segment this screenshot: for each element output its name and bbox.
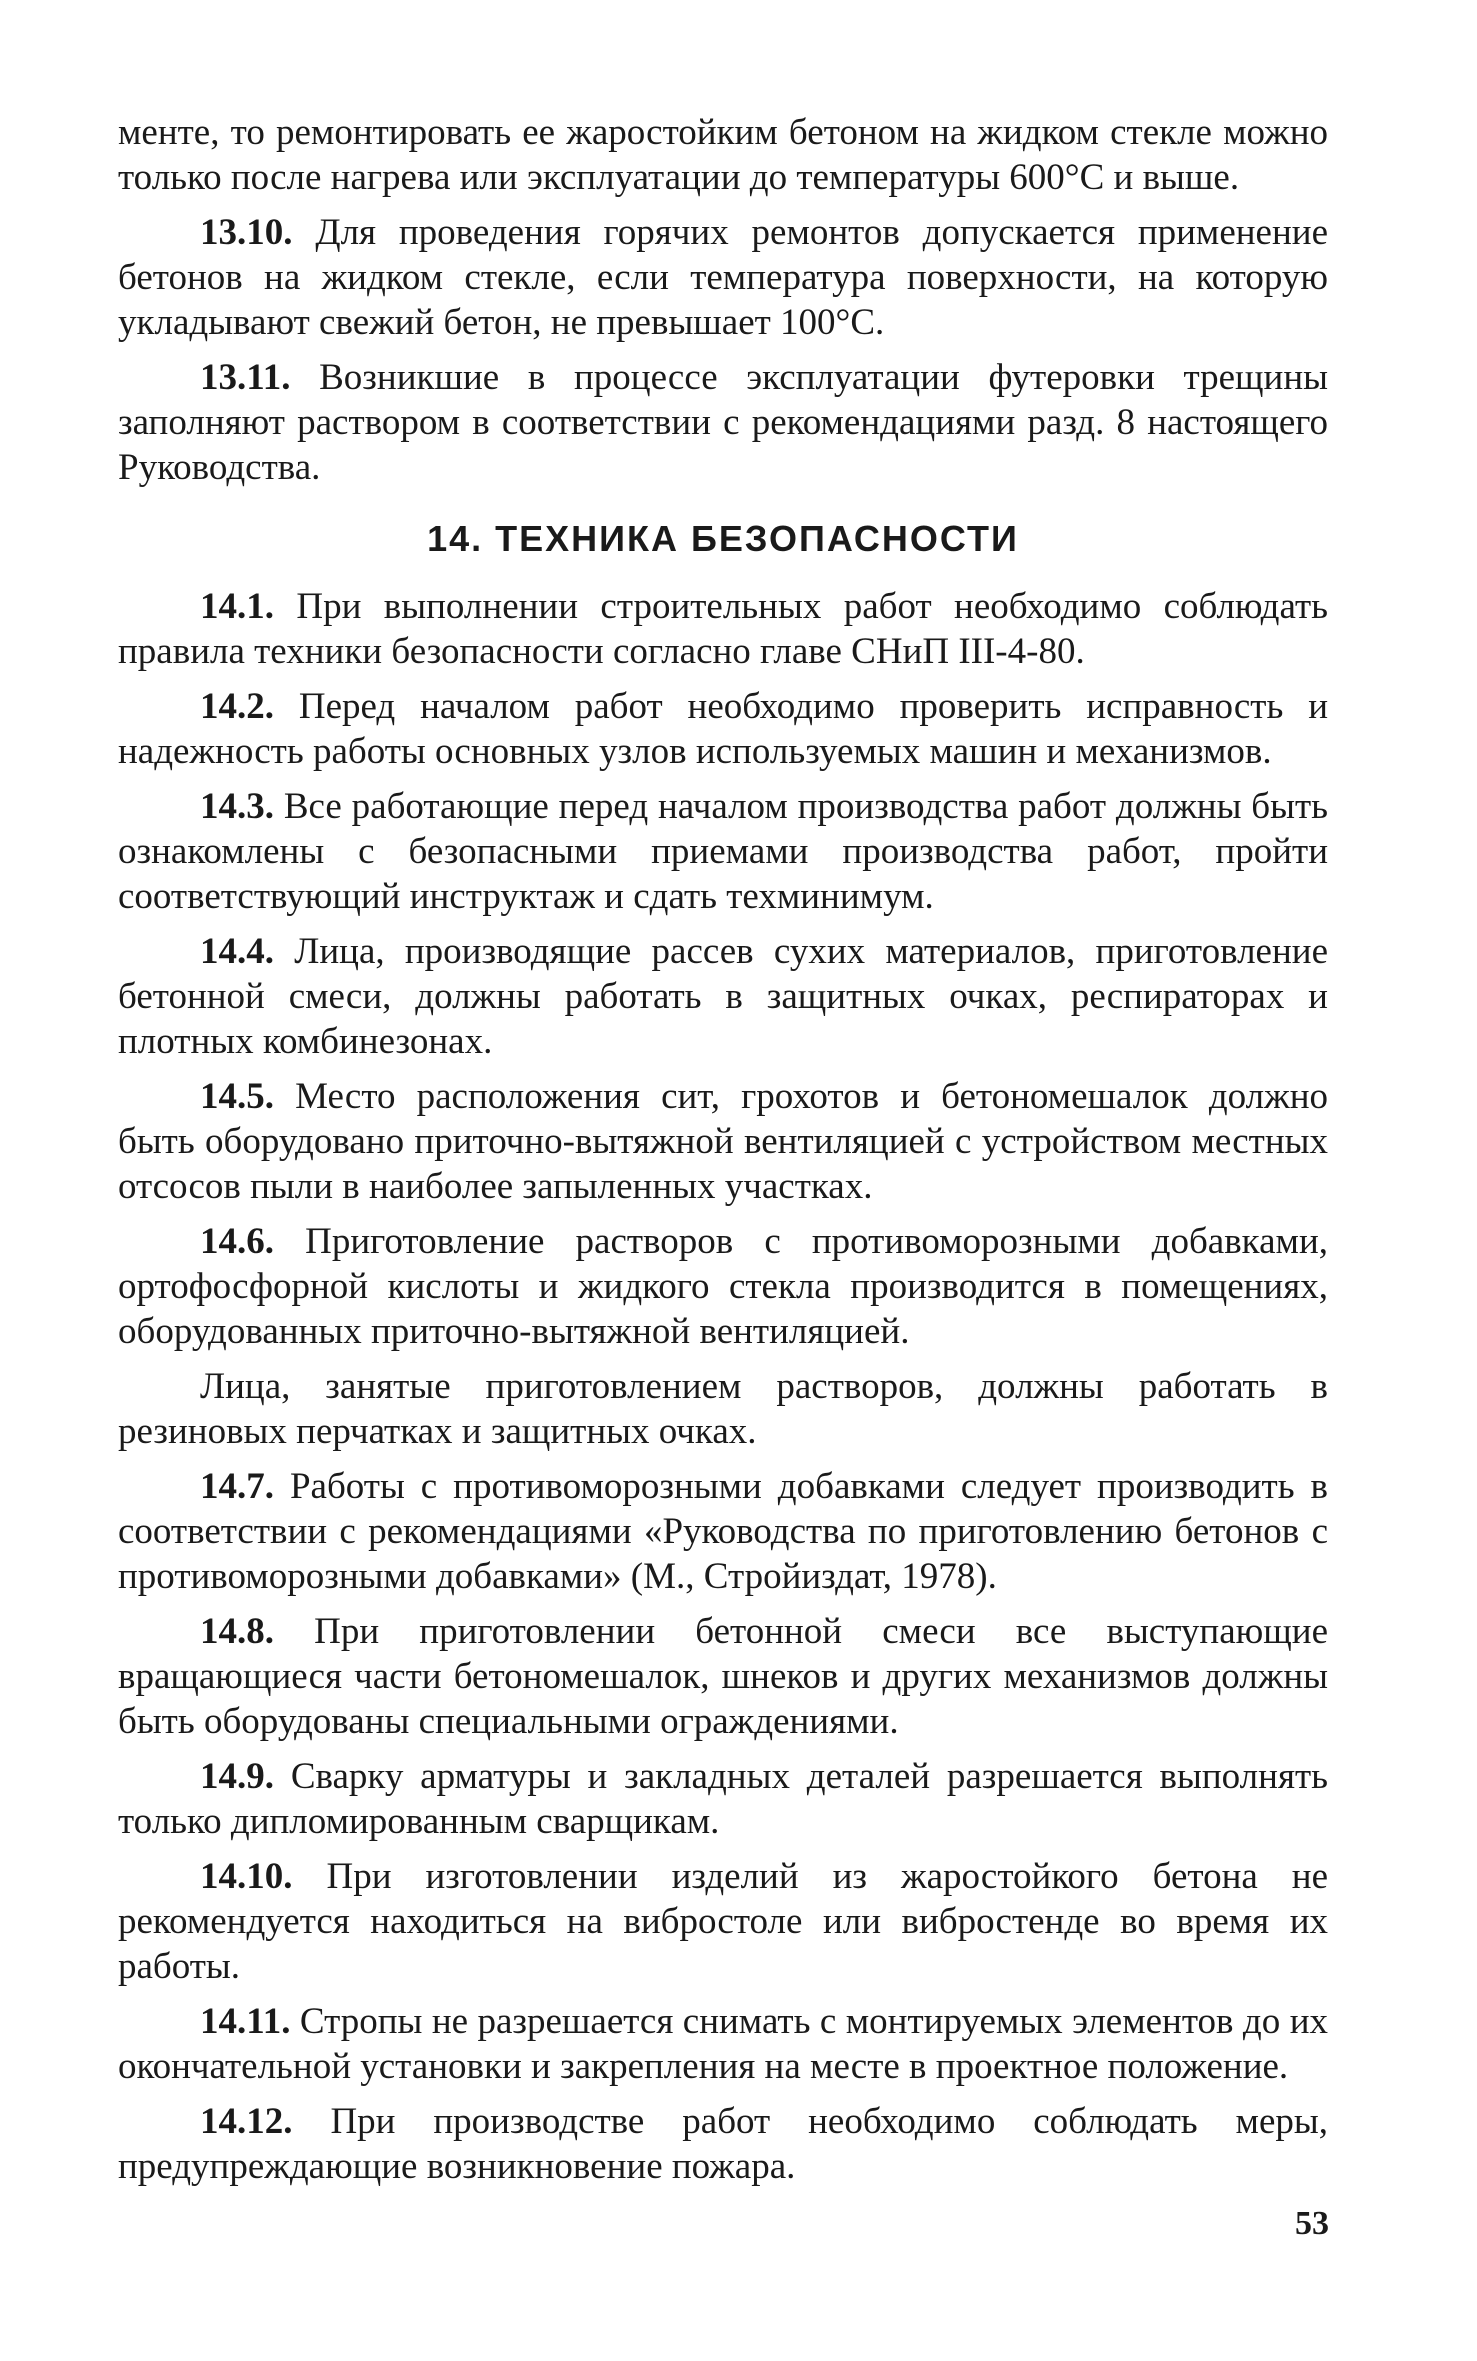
paragraph-text: Все работающие перед началом производства работ должны быть ознакомлены с безопасными приемами производства работ, пройти соответствующий инструктаж и сдать техминимум.	[118, 786, 1328, 917]
paragraph-number: 14.6.	[200, 1221, 274, 1262]
paragraph-14-7	[118, 1464, 1328, 1599]
paragraph-number: 14.11.	[200, 2001, 291, 2042]
paragraph-14-5	[118, 1074, 1328, 1209]
paragraph-14-4	[118, 929, 1328, 1064]
paragraph-number: 13.11.	[200, 357, 291, 398]
paragraph-number: 14.7.	[200, 1466, 274, 1507]
paragraph-number: 14.12.	[200, 2101, 293, 2142]
paragraph-text: Место расположения сит, грохотов и бетономешалок должно быть оборудовано приточно-вытяжной вентиляцией с устройством местных отсосов пыли в наиболее запыленных участках.	[118, 1076, 1328, 1207]
paragraph-14-12	[118, 2099, 1328, 2189]
paragraph-14-10	[118, 1854, 1328, 1989]
paragraph-14-8	[118, 1609, 1328, 1744]
paragraph-text: Стропы не разрешается снимать с монтируемых элементов до их окончательной установки и закрепления на месте в проектное положение.	[118, 2001, 1328, 2087]
paragraph-text: При выполнении строительных работ необходимо соблюдать правила техники безопасности согласно главе СНиП III-4-80.	[118, 586, 1328, 672]
paragraph-number: 13.10.	[200, 212, 293, 253]
document-page	[118, 110, 1328, 2340]
paragraph-number: 14.2.	[200, 686, 274, 727]
paragraph-number: 14.8.	[200, 1611, 274, 1652]
paragraph-14-6-continued	[118, 1364, 1328, 1454]
paragraph-number: 14.10.	[200, 1856, 293, 1897]
paragraph-text: Приготовление растворов с противоморозными добавками, ортофосфорной кислоты и жидкого стекла производится в помещениях, оборудованных приточно-вытяжной вентиляцией.	[118, 1221, 1328, 1352]
paragraph-number: 14.9.	[200, 1756, 274, 1797]
page-number: 53	[1295, 2205, 1329, 2242]
paragraph-number: 14.1.	[200, 586, 274, 627]
paragraph-text: Для проведения горячих ремонтов допускается применение бетонов на жидком стекле, если температура поверхности, на которую укладывают свежий бетон, не превышает 100°С.	[118, 212, 1329, 343]
paragraph-number: 14.5.	[200, 1076, 274, 1117]
paragraph-14-3	[118, 784, 1328, 919]
section-title: 14. ТЕХНИКА БЕЗОПАСНОСТИ	[427, 518, 1019, 559]
paragraph-text: Лица, производящие рассев сухих материалов, приготовление бетонной смеси, должны работать в защитных очках, респираторах и плотных комбинезонах.	[118, 931, 1328, 1062]
paragraph-text: При изготовлении изделий из жаростойкого бетона не рекомендуется находиться на вибростоле или вибростенде во время их работы.	[118, 1856, 1329, 1987]
paragraph-text: Перед началом работ необходимо проверить исправность и надежность работы основных узлов используемых машин и механизмов.	[118, 686, 1328, 772]
paragraph-text: Возникшие в процессе эксплуатации футеровки трещины заполняют раствором в соответствии с рекомендациями разд. 8 настоящего Руководства.	[118, 357, 1329, 488]
intro-paragraph: менте, то ремонтировать ее жаростойким бетоном на жидком стекле можно только после нагрева или эксплуатации до температуры 600°С и выше.	[118, 112, 1328, 198]
paragraph-14-9	[118, 1754, 1328, 1844]
paragraph-number: 14.3.	[200, 786, 274, 827]
paragraph-14-2	[118, 684, 1328, 774]
paragraph-number: 14.4.	[200, 931, 274, 972]
paragraph-14-1	[118, 584, 1328, 674]
paragraph-text: При приготовлении бетонной смеси все выступающие вращающиеся части бетономешалок, шнеков и других механизмов должны быть оборудованы специальными ограждениями.	[118, 1611, 1328, 1742]
paragraph-text: Сварку арматуры и закладных деталей разрешается выполнять только дипломированным сварщикам.	[118, 1756, 1329, 1842]
paragraph-13-10	[118, 210, 1328, 345]
paragraph-14-6	[118, 1219, 1328, 1354]
paragraph-13-11	[118, 355, 1328, 490]
paragraph-14-11	[118, 1999, 1328, 2089]
paragraph-text: Лица, занятые приготовлением растворов, должны работать в резиновых перчатках и защитных очках.	[118, 1366, 1328, 1452]
paragraph-text: Работы с противоморозными добавками следует производить в соответствии с рекомендациями «Руководства по приготовлению бетонов с противоморозными добавками» (М., Стройиздат, 1978).	[118, 1466, 1329, 1597]
paragraph-text: При производстве работ необходимо соблюдать меры, предупреждающие возникновение пожара.	[118, 2101, 1329, 2187]
